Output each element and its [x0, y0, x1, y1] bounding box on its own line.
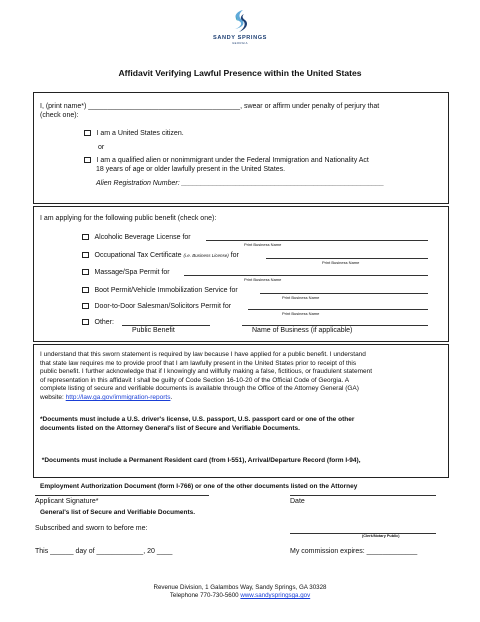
ack-line-1: I understand that this sworn statement is required by law because I have applied for a public benefit. I understand [40, 351, 366, 358]
logo-name: SANDY SPRINGS [212, 35, 267, 41]
date-line[interactable] [290, 495, 436, 496]
applicant-signature-label: Applicant Signature* [35, 498, 99, 505]
sworn-date-field[interactable]: This ______ day of ____________, 20 ____ [35, 548, 173, 555]
alien-checkbox[interactable] [84, 157, 91, 164]
citizen-checkbox[interactable] [84, 130, 91, 137]
benefit-other[interactable] [82, 318, 114, 327]
benefit-alcohol-label: Alcoholic Beverage License for [94, 234, 191, 241]
note1-line-1: *Documents must include a U.S. driver's license, U.S. passport, U.S. passport card or one of the other [40, 416, 355, 423]
check-one-label: (check one): [40, 112, 79, 119]
ack-line-2: that state law requires me to provide proof that I am lawfully present in the United States prior to receipt of this [40, 359, 357, 367]
benefit-occupational-tax[interactable] [82, 251, 239, 260]
ack-line-4: of representation in this affidavit I shall be guilty of Code Section 16-10-20 of the Official Code of Georgia. A [40, 376, 350, 384]
print-name-line: I, (print name*) _______________________________________, swear or affirm under penalty of perjury that [40, 103, 380, 110]
benefit-other-label: Other: [94, 319, 114, 326]
print-business-name-note: Print Business Name [244, 242, 282, 247]
occupational-tax-checkbox[interactable] [82, 252, 89, 259]
note2-line-1: *Documents must include a Permanent Resident card (from I-551), Arrival/Departure Record (form I-94), [40, 457, 361, 465]
declaration-section [33, 92, 449, 204]
clerk-notary-label: (Clerk/Notary Public) [362, 534, 400, 538]
note1-line-2: documents listed on the Attorney General's list of Secure and Verifiable Documents. [40, 424, 300, 432]
acknowledgement-paragraph [40, 351, 372, 403]
benefit-alcohol[interactable] [82, 233, 191, 242]
boot-permit-checkbox[interactable] [82, 287, 89, 294]
footer-phone: Telephone 770-730-5600 [169, 592, 239, 600]
logo-swoosh-icon [229, 8, 251, 34]
business-name-label: Name of Business (if applicable) [252, 327, 353, 334]
public-benefit-label: Public Benefit [132, 327, 175, 334]
benefit-door-to-door[interactable] [82, 302, 231, 311]
subscribed-label: Subscribed and sworn to before me: [35, 525, 148, 532]
commission-expires-field[interactable]: My commission expires: _____________ [290, 548, 418, 555]
law-ga-link[interactable]: http://law.ga.gov/immigration-reports [65, 393, 171, 401]
print-business-name-note: Print Business Name [282, 295, 320, 300]
benefit-boot-permit[interactable] [82, 286, 238, 295]
option-alien-label-2: 18 years of age or older lawfully present in the United States. [96, 166, 286, 173]
document-note-2 [40, 440, 361, 535]
benefit-section [33, 206, 449, 342]
benefit-intro: I am applying for the following public benefit (check one): [40, 215, 217, 222]
sandy-springs-logo [210, 8, 270, 54]
alcohol-checkbox[interactable] [82, 234, 89, 241]
date-label: Date [290, 498, 305, 505]
footer [0, 584, 480, 601]
ack-line-5: complete listing of secure and verifiable documents is available through the Office of the Attorney General (GA) [40, 385, 359, 393]
applicant-signature-line[interactable] [35, 495, 209, 496]
alcohol-business-line[interactable] [206, 240, 428, 241]
print-business-name-note: Print Business Name [282, 311, 320, 316]
option-citizen-label: I am a United States citizen. [96, 130, 184, 137]
occupational-business-line[interactable] [266, 258, 428, 259]
benefit-door-label: Door-to-Door Salesman/Solicitors Permit for [94, 303, 232, 310]
website-label: website: [40, 393, 64, 401]
note2-line-2: Employment Authorization Document (form I-766) or one of the other documents listed on the Attorney [40, 482, 358, 490]
footer-address: Revenue Division, 1 Galambos Way, Sandy Springs, GA 30328 [153, 584, 327, 591]
option-alien-label: I am a qualified alien or nonimmigrant under the Federal Immigration and Nationality Act [96, 157, 369, 164]
alien-registration-field[interactable]: Alien Registration Number: ____________________________________________________ [96, 180, 385, 187]
business-license-note: (i.e. Business License) [183, 253, 229, 258]
logo-subtitle: GEORGIA [232, 41, 248, 45]
ack-line-3: public benefit. I further acknowledge that if I knowingly and willfully making a false, fictitious, or fraudulent statement [40, 368, 373, 376]
massage-checkbox[interactable] [82, 269, 89, 276]
option-alien[interactable] [84, 156, 369, 165]
document-note-1 [40, 416, 354, 433]
benefit-massage-label: Massage/Spa Permit for [94, 269, 170, 276]
benefit-boot-label: Boot Permit/Vehicle Immobilization Service for [94, 287, 238, 294]
benefit-massage-spa[interactable] [82, 268, 170, 277]
for-label: for [230, 252, 239, 259]
benefit-occupational-tax-label: Occupational Tax Certificate [94, 252, 182, 259]
massage-business-line[interactable] [184, 275, 428, 276]
print-business-name-note: Print Business Name [244, 277, 282, 282]
print-business-name-note: Print Business Name [322, 260, 360, 265]
website-end: . [170, 393, 173, 401]
footer-contact [0, 592, 480, 600]
ack-website-line [40, 394, 372, 403]
note2-line-3: General's list of Secure and Verifiable Documents. [40, 508, 196, 516]
page-title: Affidavit Verifying Lawful Presence within the United States [118, 68, 362, 78]
other-checkbox[interactable] [82, 319, 89, 326]
footer-website-link[interactable]: www.sandyspringsga.gov [240, 592, 311, 600]
door-to-door-checkbox[interactable] [82, 303, 89, 310]
door-business-line[interactable] [248, 309, 428, 310]
boot-business-line[interactable] [260, 293, 428, 294]
or-label: or [98, 144, 105, 151]
option-citizen[interactable] [84, 129, 184, 138]
